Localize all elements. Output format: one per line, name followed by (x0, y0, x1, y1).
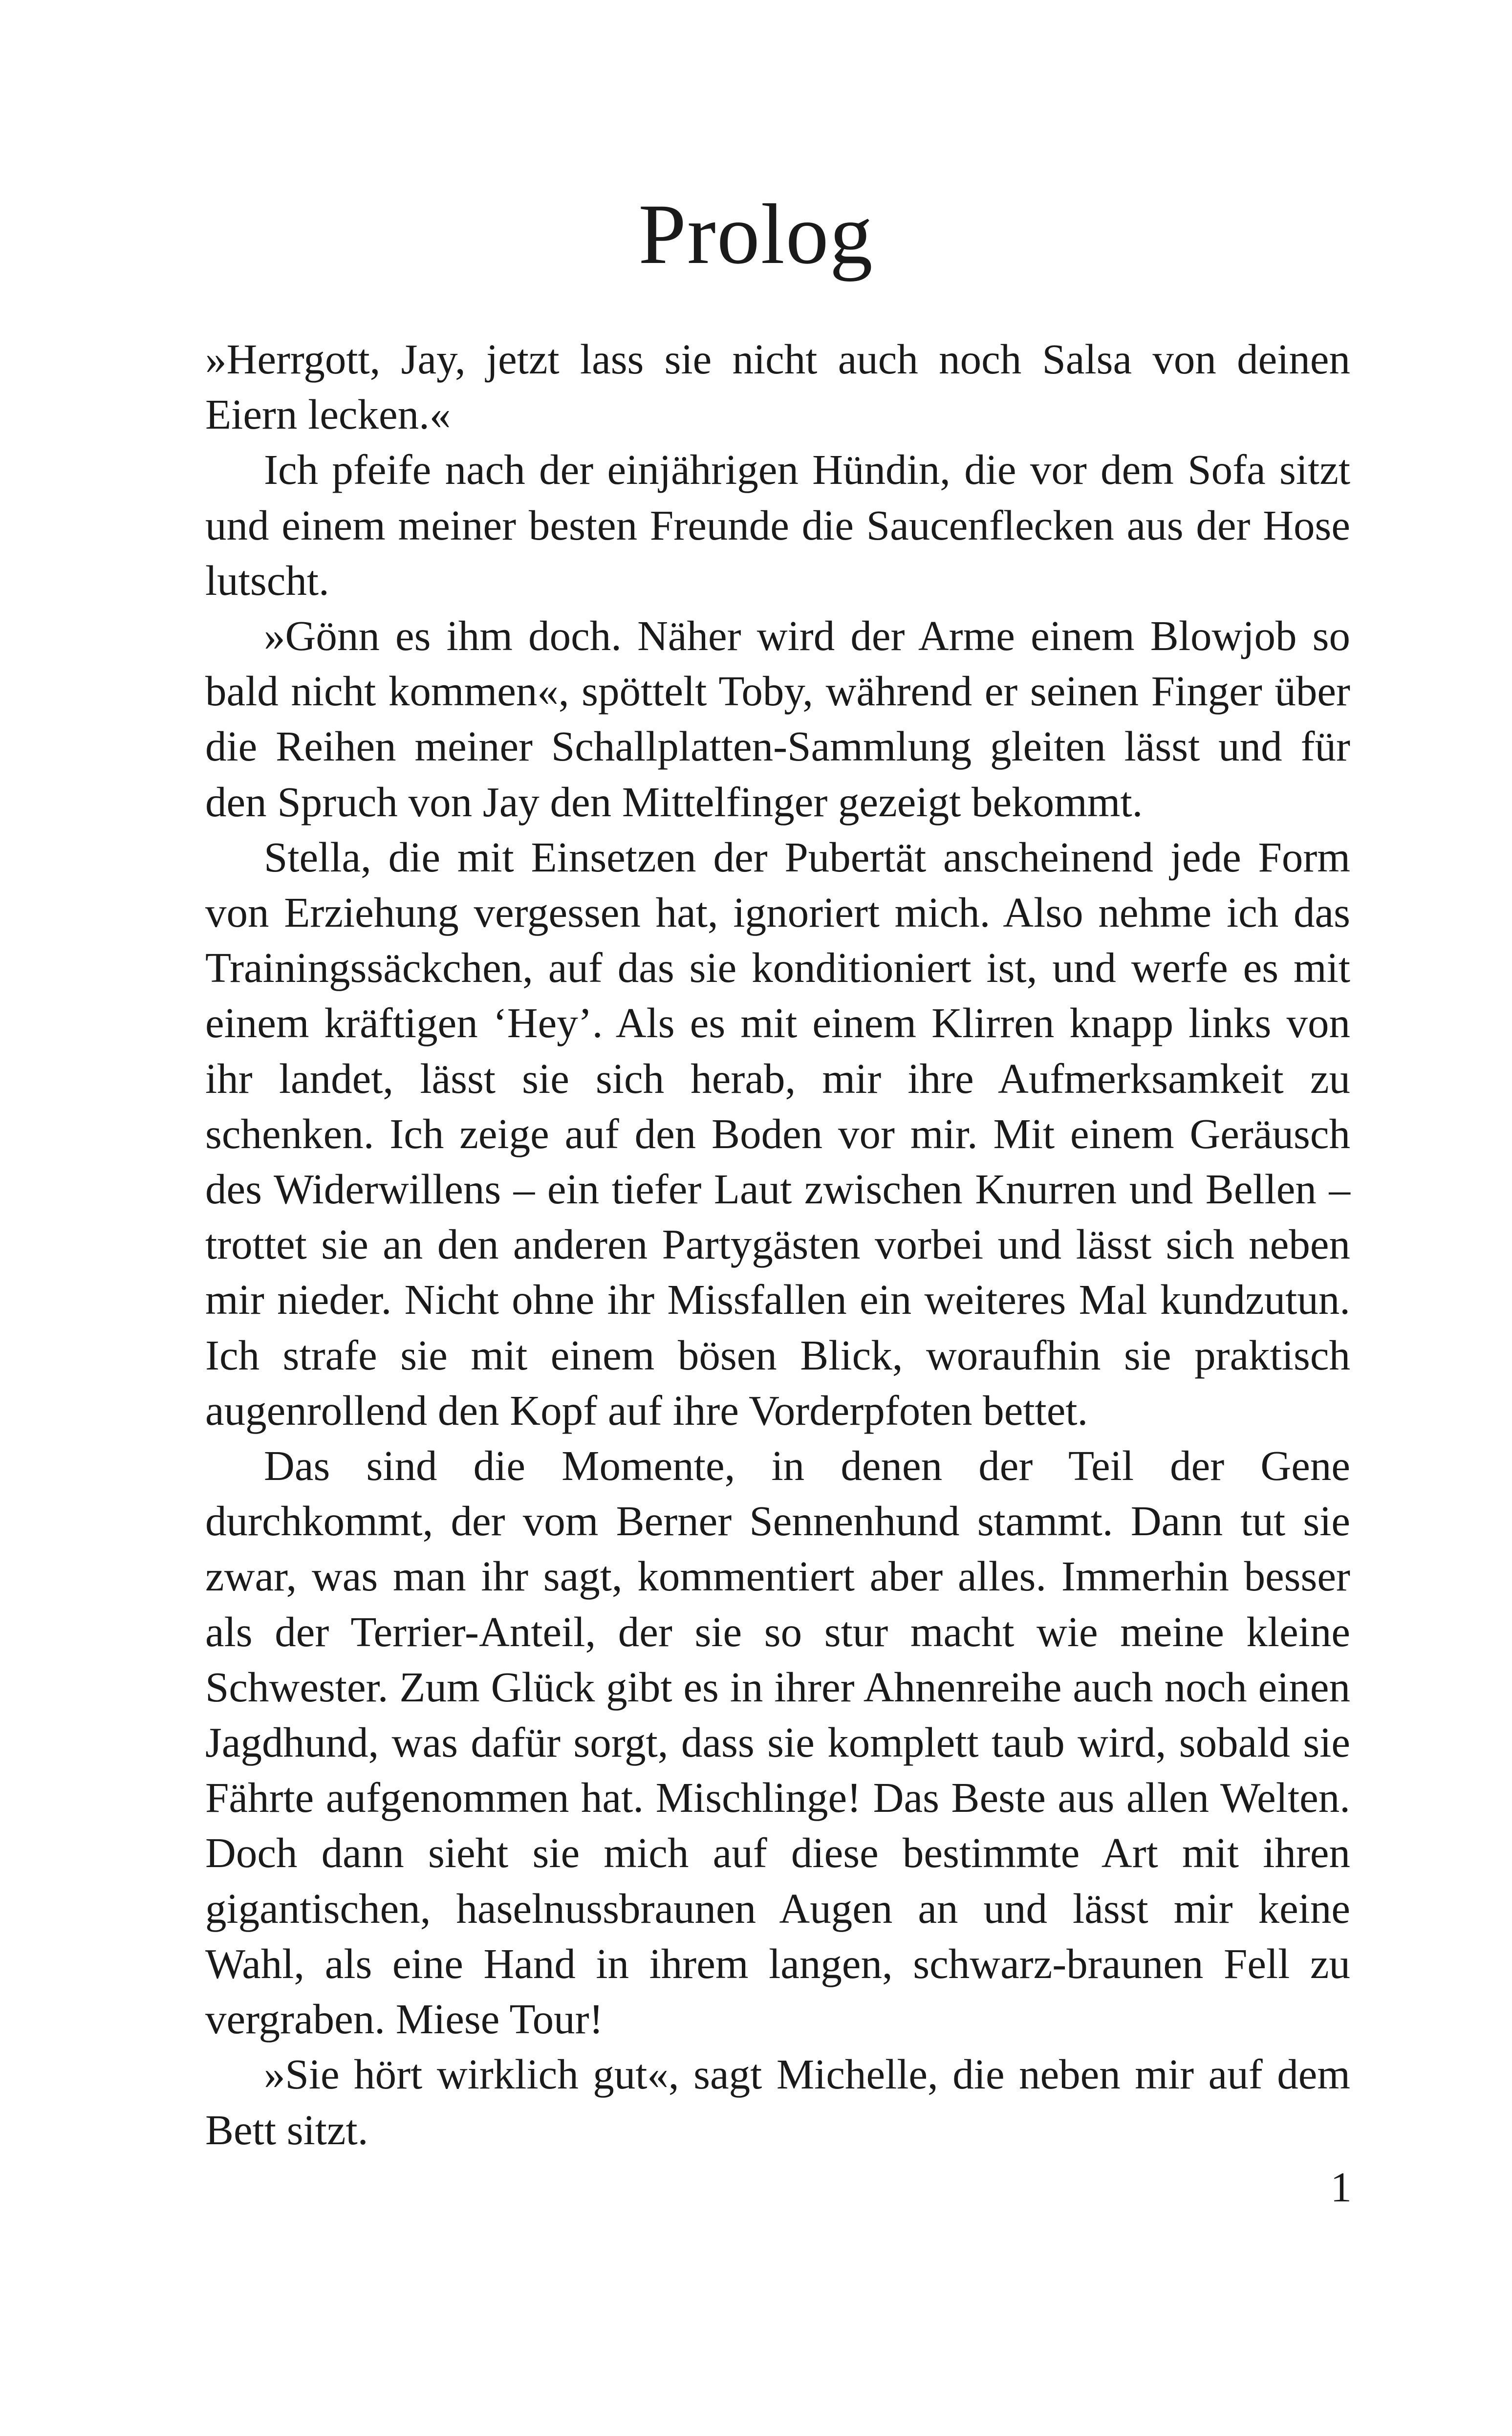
paragraph: »Gönn es ihm doch. Näher wird der Arme einem Blowjob so bald nicht kommen«, spöttelt Toby, während er seinen Finger über die Reihen meiner Schallplatten-Sammlung gleiten lässt und für den Spruch von Jay den Mittelfinger gezeigt bekommt. (205, 612, 1350, 826)
paragraph: Stella, die mit Einsetzen der Pubertät anscheinend jede Form von Erziehung vergessen hat, ignoriert mich. Also nehme ich das Trainingssäckchen, auf das sie konditioniert ist, und werfe es mit einem kräftigen ‘Hey’. Als es mit einem Klirren knapp links von ihr landet, lässt sie sich herab, mir ihre Aufmerksamkeit zu schenken. Ich zeige auf den Boden vor mir. Mit einem Geräusch des Widerwillens – ein tiefer Laut zwischen Knurren und Bellen – trottet sie an den anderen Partygästen vorbei und lässt sich neben mir nieder. Nicht ohne ihr Missfallen ein weiteres Mal kundzutun. Ich strafe sie mit einem bösen Blick, woraufhin sie praktisch augenrollend den Kopf auf ihre Vorderpfoten bettet. (205, 833, 1350, 1434)
body-text (205, 331, 1350, 2157)
paragraph: Das sind die Momente, in denen der Teil der Gene durchkommt, der vom Berner Sennenhund stammt. Dann tut sie zwar, was man ihr sagt, kommentiert aber alles. Immerhin besser als der Terrier-Anteil, der sie so stur macht wie meine kleine Schwester. Zum Glück gibt es in ihrer Ahnenreihe auch noch einen Jagdhund, was dafür sorgt, dass sie komplett taub wird, sobald sie Fährte aufgenommen hat. Mischlinge! Das Beste aus allen Welten. Doch dann sieht sie mich auf diese bestimmte Art mit ihren gigantischen, haselnussbraunen Augen an und lässt mir keine Wahl, als eine Hand in ihrem langen, schwarz-braunen Fell zu vergraben. Miese Tour! (205, 1442, 1350, 2043)
chapter-title: Prolog (638, 187, 874, 282)
paragraph: »Sie hört wirklich gut«, sagt Michelle, die neben mir auf dem Bett sitzt. (205, 2050, 1350, 2153)
paragraph: »Herrgott, Jay, jetzt lass sie nicht auch noch Salsa von deinen Eiern lecken.« (205, 335, 1350, 438)
paragraph: Ich pfeife nach der einjährigen Hündin, die vor dem Sofa sitzt und einem meiner besten Freunde die Saucenflecken aus der Hose lutscht. (205, 446, 1350, 604)
page-number: 1 (1330, 2163, 1352, 2211)
